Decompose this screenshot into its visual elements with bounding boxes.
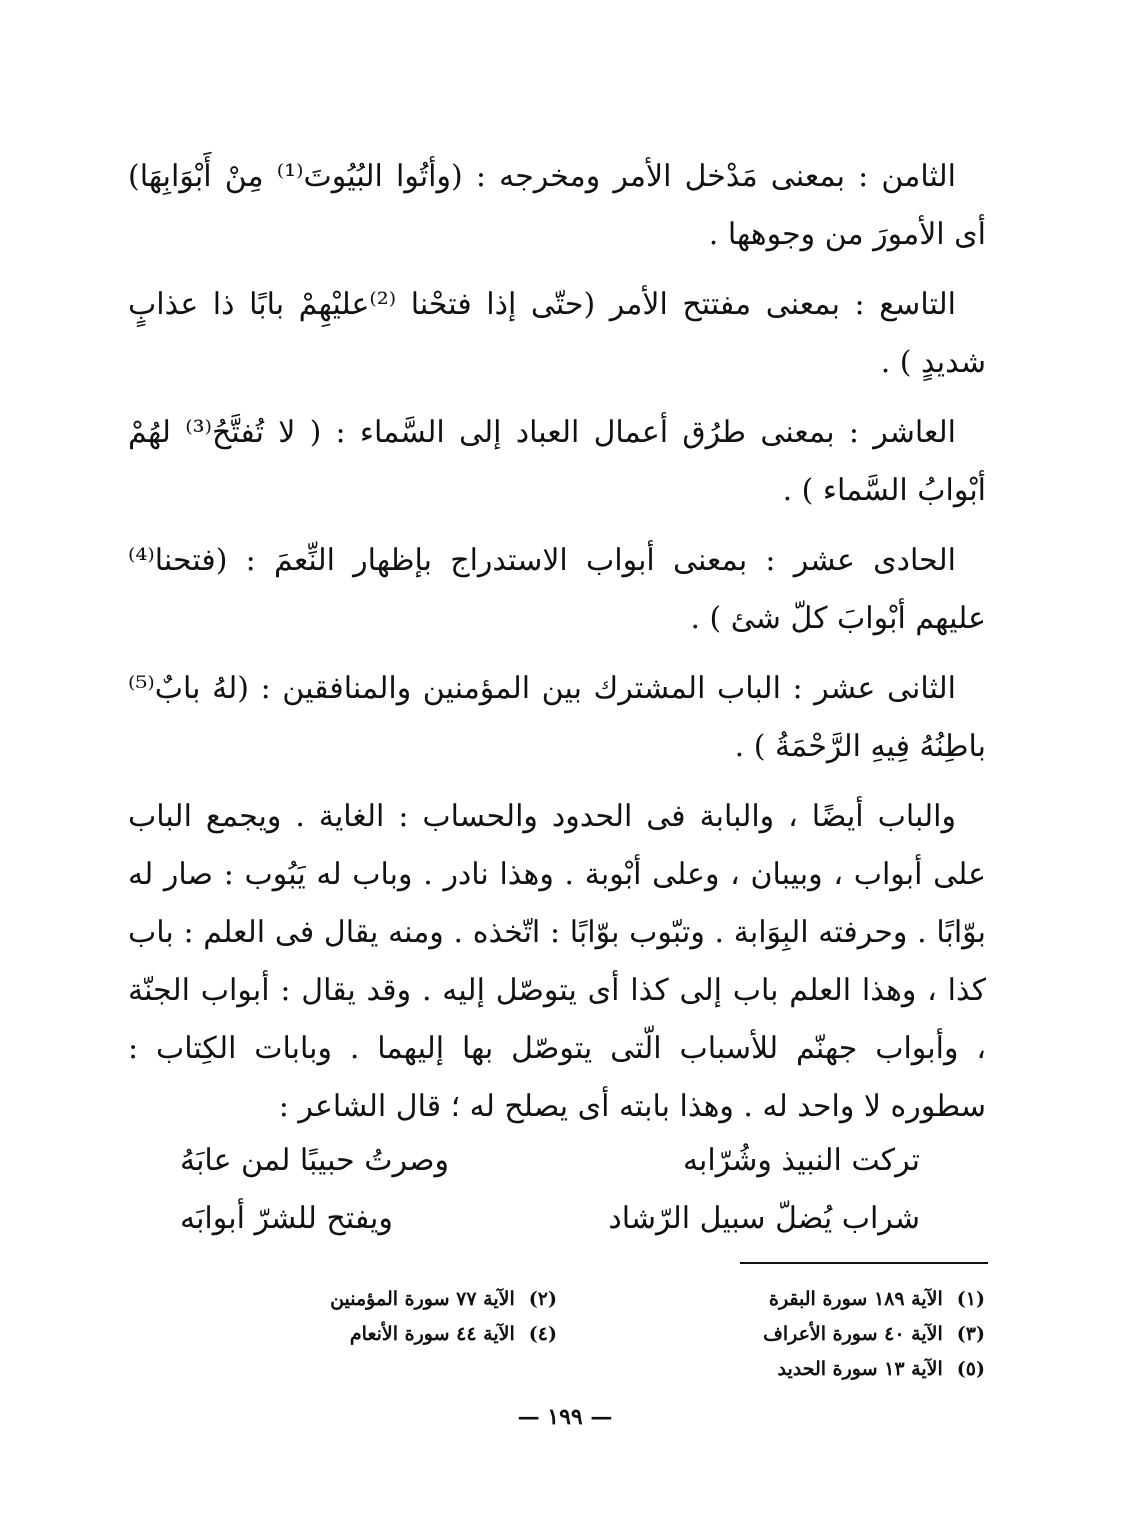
poem <box>180 1132 920 1248</box>
poem-hemistich-right: تركت النبيذ وشُرّابه <box>682 1143 920 1178</box>
page-number: — ١٩٩ — <box>517 1404 613 1430</box>
main-text <box>128 148 986 1148</box>
footnote-number: (٣) <box>956 1323 985 1345</box>
footnotes-left-column <box>272 1282 557 1352</box>
footnote-number: (١) <box>956 1288 985 1310</box>
paragraph-ninth: التاسع : بمعنى مفتتح الأمر (حتّى إذا فتحْنا ⁽²⁾عليْهِمْ بابًا ذا عذابٍ شديدٍ ) . <box>128 287 986 380</box>
paragraph-tenth: العاشر : بمعنى طرُق أعمال العباد إلى السَّماء : ( لا تُفتَّحُ⁽³⁾ لهُمْ أبْوابُ السَّماء ) . <box>128 415 986 508</box>
paragraph-eighth: الثامن : بمعنى مَدْخل الأمر ومخرجه : (وأتُوا البُيُوتَ⁽¹⁾ مِنْ أَبْوَابِهَا) أى الأمورَ من وجوهها . <box>128 159 986 252</box>
footnote-text: الآية ٤٠ سورة الأعراف <box>763 1323 943 1345</box>
footnote-text: الآية ٤٤ سورة الأنعام <box>349 1323 515 1345</box>
footnote-number: (٤) <box>528 1323 557 1345</box>
footnote <box>700 1352 985 1387</box>
footnote-divider <box>740 1262 988 1264</box>
poem-line <box>180 1190 920 1248</box>
poem-hemistich-right: شراب يُضلّ سبيل الرّشاد <box>608 1201 920 1236</box>
footnote-number: (٢) <box>528 1288 557 1310</box>
footnotes-right-column <box>700 1282 985 1387</box>
poem-hemistich-left: ويفتح للشرّ أبوابَه <box>180 1201 393 1236</box>
poem-line <box>180 1132 920 1190</box>
paragraph-general: والباب أيضًا ، والبابة فى الحدود والحساب : الغاية . ويجمع الباب على أبواب ، وبيبان ، وعلى أبْوبة . وهذا نادر . وباب له يَبُوب : صار له بوّابًا . وحرفته البِوَابة . وتبّوب بوّابًا : اتّخذه . ومنه يقال فى العلم : باب كذا ، وهذا العلم باب إلى كذا أى يتوصّل إليه . وقد يقال : أبواب الجنّة ، وأبواب جهنّم للأسباب الّتى يتوصّل بها إليهما . وبابات الكِتاب : سطوره لا واحد له . وهذا بابته أى يصلح له ؛ قال الشاعر : <box>128 799 986 1124</box>
footnote <box>272 1317 557 1352</box>
paragraph-eleventh: الحادى عشر : بمعنى أبواب الاستدراج بإظهار النِّعمَ : (فتحنا⁽⁴⁾ عليهم أبْوابَ كلّ شئ ) . <box>128 543 986 636</box>
paragraph-twelfth: الثانى عشر : الباب المشترك بين المؤمنين والمنافقين : (لهُ بابٌ⁽⁵⁾ باطِنُهُ فِيهِ الرَّحْمَةُ ) . <box>128 671 986 764</box>
footnote-text: الآية ٧٧ سورة المؤمنين <box>330 1288 515 1310</box>
footnote <box>272 1282 557 1317</box>
footnote-text: الآية ١٣ سورة الحديد <box>777 1358 943 1380</box>
footnote <box>700 1282 985 1317</box>
poem-hemistich-left: وصرتُ حبيبًا لمن عابَهُ <box>180 1143 450 1178</box>
footnote-number: (٥) <box>956 1358 985 1380</box>
footnote-text: الآية ١٨٩ سورة البقرة <box>768 1288 943 1310</box>
footnote <box>700 1317 985 1352</box>
